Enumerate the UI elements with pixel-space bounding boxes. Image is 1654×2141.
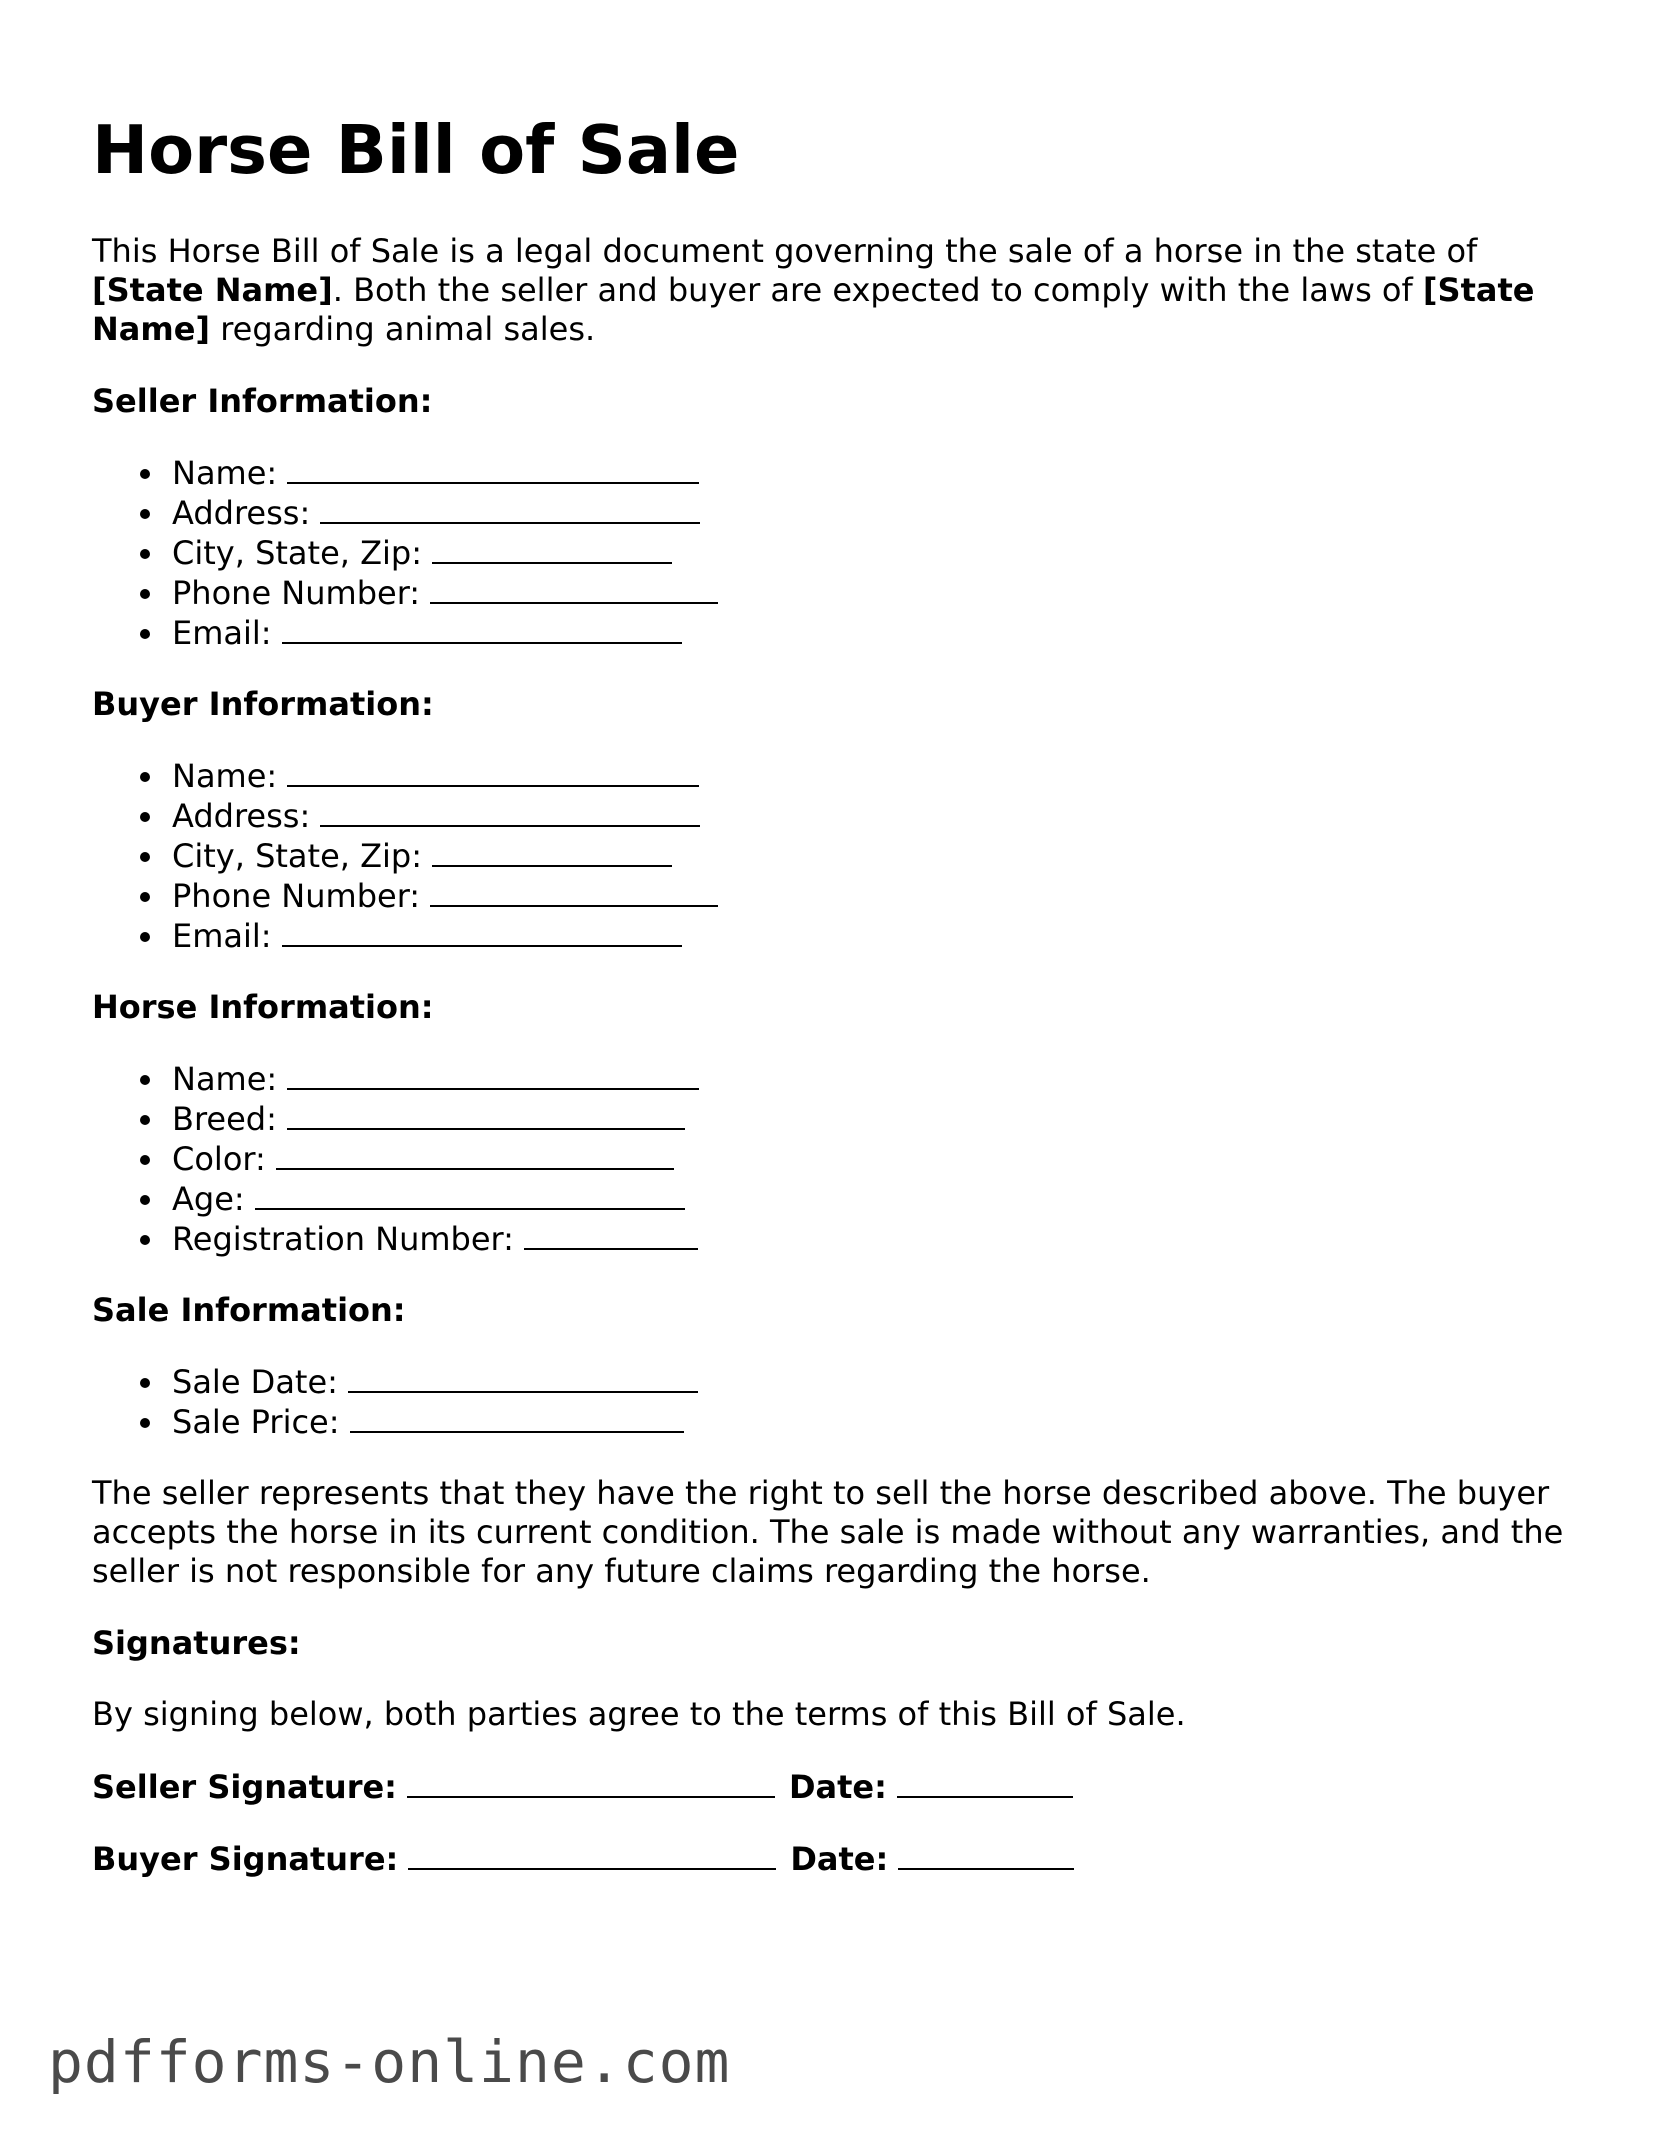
watermark-text: pdfforms-online.com (48, 2028, 731, 2096)
seller-address-field (92, 493, 1572, 533)
seller-city-state-zip-blank[interactable] (432, 533, 672, 564)
field-label: Email: (172, 614, 272, 653)
horse-age-field (92, 1179, 1572, 1219)
field-label: Phone Number: (172, 877, 421, 916)
field-label: City, State, Zip: (172, 837, 423, 876)
seller-date-label: Date: (788, 1768, 887, 1807)
buyer-phone-field (92, 876, 1572, 916)
buyer-info-heading: Buyer Information: (92, 685, 434, 724)
buyer-date-blank[interactable] (898, 1839, 1074, 1870)
seller-name-blank[interactable] (287, 453, 699, 484)
sale-date-blank[interactable] (348, 1362, 698, 1393)
horse-info-heading: Horse Information: (92, 988, 434, 1027)
horse-registration-field (92, 1219, 1572, 1259)
intro-text-1: This Horse Bill of Sale is a legal document governing the sale of a horse in the state of (92, 232, 1478, 271)
buyer-email-field (92, 916, 1572, 956)
seller-signature-label: Seller Signature: (92, 1768, 397, 1807)
field-label: Name: (172, 757, 278, 796)
sale-date-field (92, 1362, 1572, 1402)
buyer-city-state-zip-blank[interactable] (432, 836, 672, 867)
horse-breed-blank[interactable] (287, 1099, 685, 1130)
seller-email-blank[interactable] (282, 613, 682, 644)
seller-info-heading: Seller Information: (92, 382, 433, 421)
buyer-signature-blank[interactable] (408, 1839, 776, 1870)
seller-signature-line (92, 1767, 1572, 1807)
horse-age-blank[interactable] (255, 1179, 685, 1210)
state-name-placeholder-1: [State Name] (92, 271, 333, 310)
field-label: Name: (172, 454, 278, 493)
field-label: Address: (172, 797, 311, 836)
intro-paragraph (92, 232, 1572, 349)
horse-color-blank[interactable] (276, 1139, 674, 1170)
buyer-field-list (92, 756, 1572, 956)
field-label: City, State, Zip: (172, 534, 423, 573)
seller-phone-field (92, 573, 1572, 613)
horse-breed-field (92, 1099, 1572, 1139)
intro-text-3: regarding animal sales. (210, 310, 596, 349)
field-label: Phone Number: (172, 574, 421, 613)
seller-email-field (92, 613, 1572, 653)
state-name-placeholder-2: [State Name] (92, 271, 1535, 349)
intro-text-2: . Both the seller and buyer are expected to comply with the laws of (332, 271, 1423, 310)
buyer-phone-blank[interactable] (430, 876, 718, 907)
sale-info-heading: Sale Information: (92, 1291, 406, 1330)
buyer-address-field (92, 796, 1572, 836)
field-label: Breed: (172, 1100, 277, 1139)
buyer-city-state-zip-field (92, 836, 1572, 876)
horse-name-blank[interactable] (287, 1059, 699, 1090)
buyer-signature-label: Buyer Signature: (92, 1840, 399, 1879)
seller-field-list (92, 453, 1572, 653)
horse-name-field (92, 1059, 1572, 1099)
seller-date-blank[interactable] (897, 1767, 1073, 1798)
buyer-date-label: Date: (790, 1840, 889, 1879)
field-label: Registration Number: (172, 1220, 514, 1259)
buyer-name-blank[interactable] (287, 756, 699, 787)
disclaimer-paragraph: The seller represents that they have the right to sell the horse described above. The buyer accepts the horse in its current condition. The sale is made without any warranties, and the seller is not responsible for any future claims regarding the horse. (92, 1474, 1564, 1591)
field-label: Color: (172, 1140, 266, 1179)
buyer-signature-line (92, 1839, 1572, 1879)
horse-registration-blank[interactable] (524, 1219, 698, 1250)
horse-field-list (92, 1059, 1572, 1259)
buyer-name-field (92, 756, 1572, 796)
field-label: Address: (172, 494, 311, 533)
horse-color-field (92, 1139, 1572, 1179)
sale-price-field (92, 1402, 1572, 1442)
seller-name-field (92, 453, 1572, 493)
buyer-address-blank[interactable] (320, 796, 700, 827)
field-label: Email: (172, 917, 272, 956)
buyer-email-blank[interactable] (282, 916, 682, 947)
agreement-text: By signing below, both parties agree to the terms of this Bill of Sale. (92, 1695, 1186, 1734)
document-title: Horse Bill of Sale (92, 111, 740, 189)
sale-price-blank[interactable] (350, 1402, 684, 1433)
seller-signature-blank[interactable] (407, 1767, 775, 1798)
field-label: Name: (172, 1060, 278, 1099)
seller-address-blank[interactable] (320, 493, 700, 524)
document-page (92, 110, 1572, 1911)
field-label: Age: (172, 1180, 245, 1219)
field-label: Sale Date: (172, 1363, 338, 1402)
signatures-heading: Signatures: (92, 1624, 301, 1663)
seller-city-state-zip-field (92, 533, 1572, 573)
sale-field-list (92, 1362, 1572, 1442)
field-label: Sale Price: (172, 1403, 340, 1442)
seller-phone-blank[interactable] (430, 573, 718, 604)
